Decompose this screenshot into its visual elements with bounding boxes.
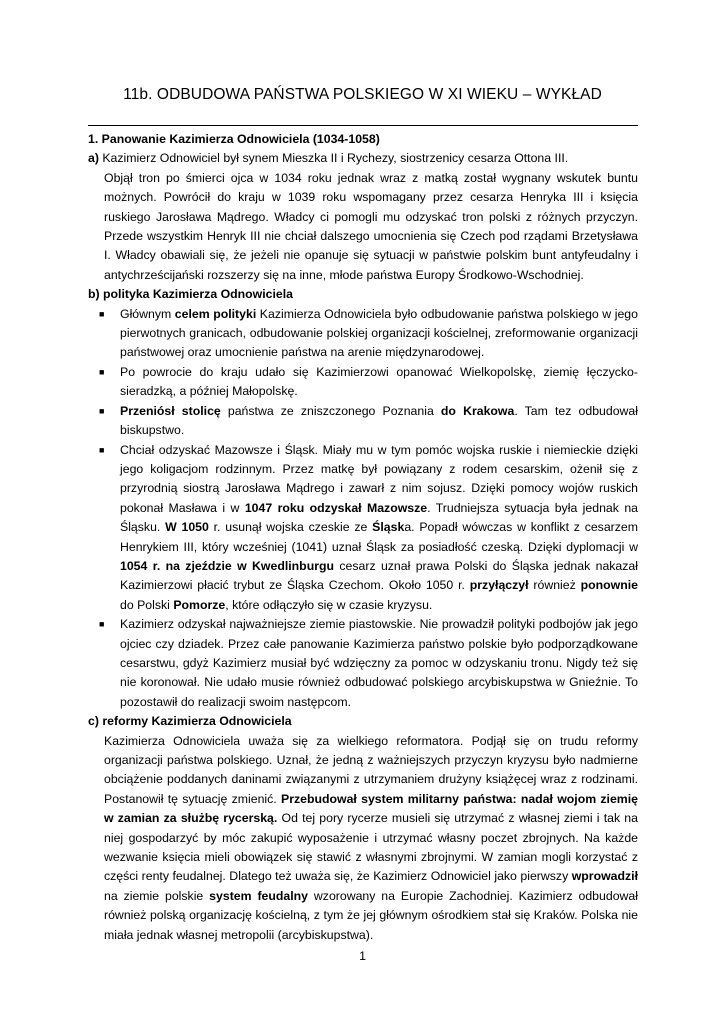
bullet-item: ■ Przeniósł stolicę państwa ze zniszczonego Poznania do Krakowa. Tam tez odbudował biskupstwo. <box>99 403 638 438</box>
bullet-item: ■ Chciał odzyskać Mazowsze i Śląsk. Miały mu w tym pomóc wojska ruskie i niemieckie dzięki jego koligacjom rodzinnym. Przez matkę był powiązany z rodem cesarskim, ożenił się z przyrodnią siostrą Jarosława Mądrego i zawarł z nim sojusz. Dzięki pomocy wojów ruskich pokonał Masława i w 1047 roku odzyskał Mazowsze. Trudniejsza sytuacja była jednak na Śląsku. W 1050 r. usunął wojska czeskie ze Śląska. Popadł wówczas w konflikt z cesarzem Henrykiem III, który wcześniej (1041) uznał Śląsk za posiadłość czeską. Dzięki dyplomacji w 1054 r. na zjeździe w Kwedlinburgu cesarz uznał prawa Polski do Śląska jednak nakazał Kazimierzowi płacić trybut ze Śląska Czechom. Około 1050 r. przyłączył również ponownie do Polski Pomorze, które odłączyło się w czasie kryzysu. <box>99 442 638 612</box>
subsection-a-label: a) <box>88 151 99 166</box>
page-title: 11b. ODBUDOWA PAŃSTWA POLSKIEGO W XI WIEKU – WYKŁAD <box>123 86 602 103</box>
subsection-c-heading: c) reformy Kazimierza Odnowiciela <box>88 714 292 729</box>
section-heading: 1. Panowanie Kazimierza Odnowiciela (1034-1058) <box>88 132 380 146</box>
subsection-a-intro <box>88 149 638 168</box>
square-bullet-icon: ■ <box>99 308 105 319</box>
subsection-c-paragraph: Kazimierza Odnowiciela uważa się za wielkiego reformatora. Podjął się on trudu reformy organizacji państwa polskiego. Uznał, że jedną z ważniejszych przyczyn kryzysu było nadmierne obciążenie poddanych daninami związanymi z utrzymaniem drużyny książęcej wraz z rodzinami. Postanowił tę sytuację zmienić. Przebudował system militarny państwa: nadał wojom ziemię w zamian za służbę rycerską. Od tej pory rycerze musieli się utrzymać z własnej ziemi i tak na niej gospodarzyć by móc zakupić wyposażenie i utrzymać własny poczet zbrojnych. Na każde wezwanie księcia mieli obowiązek się stawić z własnymi zbrojnymi. W zamian mogli korzystać z części renty feudalnej. Dlatego też uważa się, że Kazimierz Odnowiciel jako pierwszy wprowadził na ziemie polskie system feudalny wzorowany na Europie Zachodniej. Kazimierz odbudował również polską organizację kościelną, z tym że jej głównym ośrodkiem stał się Kraków. Polska nie miała jednak własnej metropolii (arcybiskupstwa). <box>104 733 639 942</box>
title-underline <box>88 125 638 126</box>
policy-bullet-list <box>88 305 638 713</box>
document-body <box>88 130 638 945</box>
bullet-item: ■ Głównym celem polityki Kazimierza Odnowiciela było odbudowanie państwa polskiego w jego pierwotnych granicach, odbudowanie polskiej organizacji kościelnej, zreformowanie organizacji państwowej oraz umocnienie państwa na arenie międzynarodowej. <box>99 306 638 360</box>
bullet-item: ■ Po powrocie do kraju udało się Kazimierzowi opanować Wielkopolskę, ziemię łęczycko-sieradzką, a później Małopolskę. <box>99 364 638 399</box>
page-number: 1 <box>359 949 366 963</box>
subsection-a-first-line: Kazimierz Odnowiciel był synem Mieszka II i Rychezy, siostrzenicy cesarza Ottona III. <box>102 151 569 166</box>
square-bullet-icon: ■ <box>99 619 105 630</box>
subsection-b-heading: b) polityka Kazimierza Odnowiciela <box>88 287 294 302</box>
square-bullet-icon: ■ <box>99 405 105 416</box>
bullet-item: ■ Kazimierz odzyskał najważniejsze ziemie piastowskie. Nie prowadził polityki podbojów jak jego ojciec czy dziadek. Przez całe panowanie Kazimierza państwo polskie było podporządkowane cesarstwu, gdyż Kazimierz musiał być wdzięczny za pomoc w odzyskaniu tronu. Nigdy też się nie koronował. Nie udało musie również odbudować polskiego arcybiskupstwa w Gnieźnie. To pozostawił do realizacji swoim następcom. <box>99 617 638 709</box>
subsection-a-paragraph: Objął tron po śmierci ojca w 1034 roku jednak wraz z matką został wygnany wskutek buntu możnych. Powrócił do kraju w 1039 roku wspomagany przez cesarza Henryka III i księcia ruskiego Jarosława Mądrego. Władcy ci pomogli mu odzyskać tron polski z różnych przyczyn. Przede wszystkim Henryk III nie chciał dalszego umocnienia się Czech pod rządami Brzetysława I. Władcy obawiali się, że jeżeli nie opanuje się sytuacji w państwie polskim bunt antyfeudalny i antychrześcijański rozszerzy się na inne, młode państwa Europy Środkowo-Wschodniej. <box>104 170 638 282</box>
square-bullet-icon: ■ <box>99 366 105 377</box>
square-bullet-icon: ■ <box>99 444 105 455</box>
